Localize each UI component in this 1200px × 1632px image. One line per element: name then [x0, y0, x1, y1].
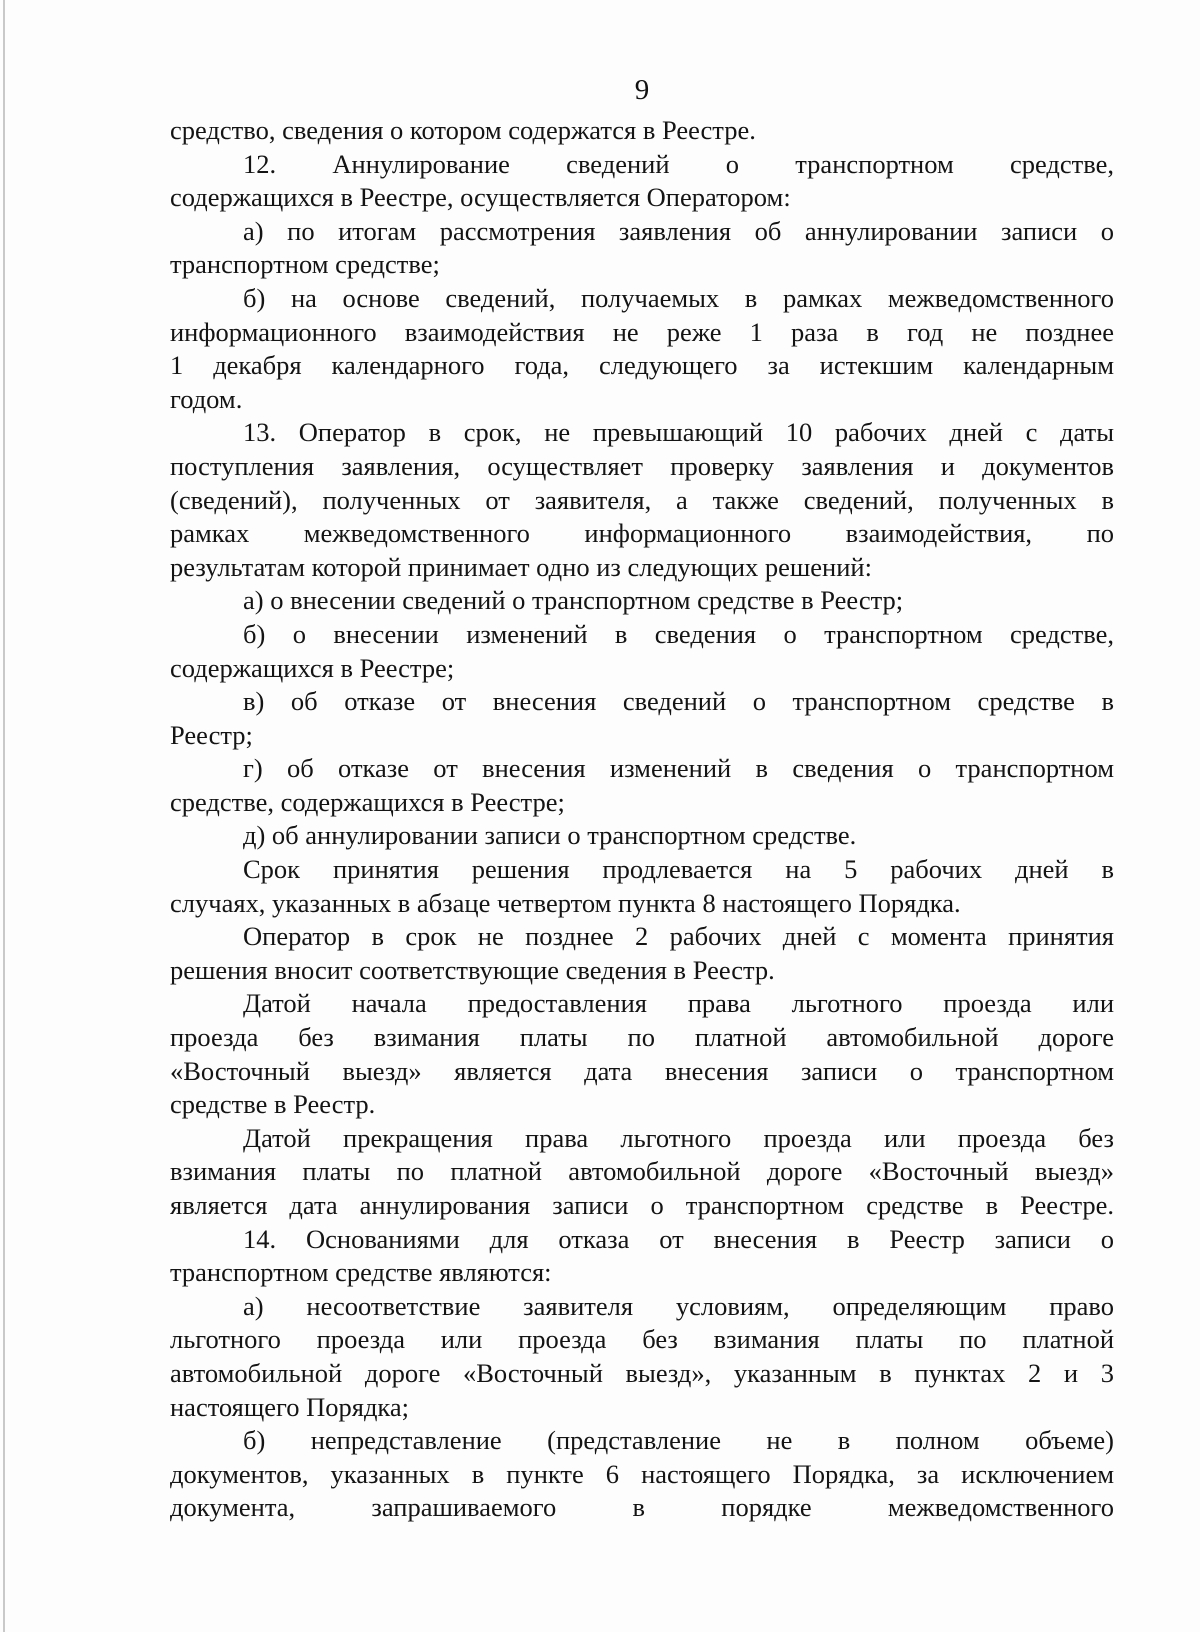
text-line: д) об аннулировании записи о транспортном средстве. [243, 820, 857, 851]
text-line: рамках межведомственного информационного взаимодействия, по [170, 518, 1114, 549]
text-line: (сведений), полученных от заявителя, а также сведений, полученных в [170, 484, 1114, 515]
text-line: б) непредставление (представление не в полном объеме) [243, 1425, 1114, 1456]
text-line: проезда без взимания платы по платной автомобильной дороге [170, 1022, 1114, 1053]
text-line: настоящего Порядка; [170, 1391, 410, 1422]
text-line: 12. Аннулирование сведений о транспортном средстве, [243, 148, 1114, 179]
text-line: решения вносит соответствующие сведения в Реестр. [170, 954, 775, 985]
text-line: средстве в Реестр. [170, 1089, 376, 1120]
text-line: средстве, содержащихся в Реестре; [170, 786, 565, 817]
text-line: б) о внесении изменений в сведения о транспортном средстве, [243, 618, 1114, 649]
text-line: средство, сведения о котором содержатся в Реестре. [170, 115, 756, 145]
text-line: транспортном средстве являются: [170, 1257, 552, 1288]
text-line: льготного проезда или проезда без взимания платы по платной [170, 1324, 1114, 1355]
text-line: Датой начала предоставления права льготного проезда или [243, 988, 1114, 1019]
text-line: содержащихся в Реестре; [170, 652, 455, 683]
text-line: Реестр; [170, 719, 253, 750]
text-line: «Восточный выезд» является дата внесения записи о транспортном [170, 1055, 1114, 1086]
text-line: взимания платы по платной автомобильной дороге «Восточный выезд» [170, 1156, 1114, 1187]
text-line: а) несоответствие заявителя условиям, определяющим право [243, 1290, 1114, 1321]
text-line: 14. Основаниями для отказа от внесения в Реестр записи о [243, 1223, 1114, 1254]
text-line: а) по итогам рассмотрения заявления об аннулировании записи о [243, 215, 1114, 246]
text-line: годом. [170, 383, 243, 414]
text-line: документов, указанных в пункте 6 настоящего Порядка, за исключением [170, 1458, 1114, 1489]
text-line: результатам которой принимает одно из следующих решений: [170, 551, 872, 582]
text-line: г) об отказе от внесения изменений в сведения о транспортном [243, 753, 1114, 784]
document-body [170, 114, 1114, 1525]
text-line: случаях, указанных в абзаце четвертом пункта 8 настоящего Порядка. [170, 887, 961, 918]
text-line: 13. Оператор в срок, не превышающий 10 рабочих дней с даты [243, 417, 1114, 448]
scan-edge-line [3, 0, 5, 1632]
text-line: автомобильной дороге «Восточный выезд», указанным в пунктах 2 и 3 [170, 1357, 1114, 1388]
text-line: Оператор в срок не позднее 2 рабочих дней с момента принятия [243, 921, 1114, 952]
text-line: поступления заявления, осуществляет проверку заявления и документов [170, 450, 1114, 481]
text-line: а) о внесении сведений о транспортном средстве в Реестр; [243, 585, 904, 616]
text-line: Срок принятия решения продлевается на 5 рабочих дней в [243, 854, 1114, 885]
text-line: информационного взаимодействия не реже 1 раза в год не позднее [170, 316, 1114, 347]
text-line: транспортном средстве; [170, 249, 440, 280]
text-line: б) на основе сведений, получаемых в рамках межведомственного [243, 282, 1114, 313]
text-line: Датой прекращения права льготного проезда или проезда без [243, 1122, 1114, 1153]
text-line: в) об отказе от внесения сведений о транспортном средстве в [243, 686, 1114, 717]
text-line: содержащихся в Реестре, осуществляется Оператором: [170, 182, 791, 213]
text-line: 1 декабря календарного года, следующего за истекшим календарным [170, 350, 1114, 381]
page-number: 9 [634, 74, 650, 106]
text-line: является дата аннулирования записи о транспортном средстве в Реестре. [170, 1190, 1114, 1220]
text-line: документа, запрашиваемого в порядке межведомственного [170, 1492, 1114, 1523]
